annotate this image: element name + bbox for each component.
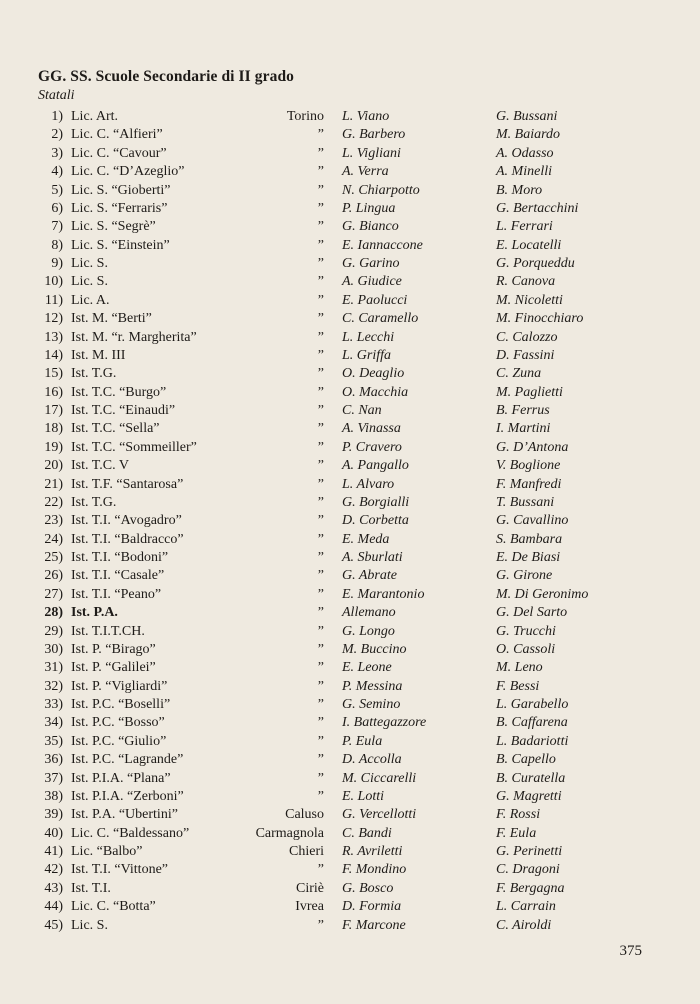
- list-item: [0, 898, 700, 916]
- person-name-first: L. Alvaro: [342, 476, 395, 492]
- school-name: Ist. T.C. “Burgo”: [71, 384, 167, 400]
- city-name: ”: [317, 366, 324, 382]
- school-name: Ist. T.I. “Bodoni”: [71, 550, 169, 565]
- person-name-first: N. Chiarpotto: [342, 182, 420, 198]
- list-item: [0, 182, 700, 200]
- row-number: 32): [44, 678, 63, 694]
- row-number: 44): [44, 899, 63, 915]
- row-number: 36): [44, 752, 63, 768]
- person-name-second: M. Paglietti: [496, 384, 563, 400]
- school-name: Ist. T.C. “Sommeiller”: [71, 439, 197, 455]
- row-number: 10): [44, 274, 63, 290]
- school-name: Ist. P. “Vigliardi”: [71, 678, 168, 694]
- person-name-first: D. Accolla: [342, 752, 402, 768]
- person-name-second: B. Capello: [496, 752, 556, 768]
- school-name: Ist. T.C. “Sella”: [71, 421, 160, 437]
- person-name-first: F. Marcone: [342, 917, 406, 933]
- list-item: [0, 365, 700, 383]
- person-name-first: E. Leone: [342, 660, 392, 676]
- person-name-second: F. Rossi: [496, 807, 541, 823]
- row-number: 23): [44, 513, 63, 529]
- person-name-second: F. Eula: [496, 825, 537, 841]
- school-name: Ist. T.I. “Vittone”: [71, 862, 169, 878]
- person-name-second: G. Del Sarto: [496, 605, 568, 621]
- person-name-second: B. Moro: [496, 182, 543, 198]
- row-number: 41): [44, 844, 63, 859]
- person-name-first: E. Iannaccone: [342, 237, 423, 253]
- row-number: 16): [44, 384, 63, 400]
- list-item: [0, 806, 700, 824]
- list-item: [0, 861, 700, 879]
- list-item: [0, 145, 700, 163]
- person-name-second: M. Nicoletti: [496, 292, 563, 308]
- person-name-second: L. Ferrari: [496, 219, 553, 235]
- city-name: ”: [317, 550, 324, 565]
- person-name-second: B. Curatella: [496, 770, 566, 786]
- list-item: [0, 531, 700, 549]
- list-item: [0, 347, 700, 365]
- city-name: ”: [317, 788, 324, 804]
- row-number: 4): [51, 164, 63, 180]
- person-name-second: V. Boglione: [496, 458, 561, 474]
- row-number: 20): [44, 458, 63, 474]
- person-name-second: G. Perinetti: [496, 844, 563, 859]
- person-name-second: R. Canova: [496, 274, 556, 290]
- school-name: Ist. T.G.: [71, 366, 117, 382]
- school-name: Ist. T.G.: [71, 494, 117, 510]
- page-number: 375: [619, 943, 642, 959]
- list-item: [0, 200, 700, 218]
- school-name: Lic. C. “Baldessano”: [71, 825, 190, 841]
- school-name: Ist. P.I.A. “Plana”: [71, 770, 171, 786]
- school-name: Lic. S.: [71, 256, 108, 271]
- row-number: 15): [44, 366, 63, 382]
- list-item: [0, 641, 700, 659]
- person-name-first: G. Vercellotti: [342, 807, 417, 823]
- person-name-first: E. Marantonio: [342, 586, 425, 602]
- city-name: ”: [317, 200, 324, 216]
- school-name: Lic. “Balbo”: [71, 844, 143, 859]
- city-name: ”: [317, 347, 324, 363]
- list-item: [0, 255, 700, 273]
- school-name: Ist. P.I.A. “Zerboni”: [71, 788, 184, 804]
- person-name-second: G. Bertacchini: [496, 200, 579, 216]
- school-name: Ist. P.C. “Bosso”: [71, 715, 165, 731]
- person-name-first: L. Viano: [342, 109, 390, 124]
- school-name: Lic. S. “Segrè”: [71, 219, 156, 235]
- city-name: ”: [317, 568, 324, 584]
- row-number: 26): [44, 568, 63, 584]
- person-name-first: G. Bosco: [342, 880, 394, 896]
- list-item: [0, 439, 700, 457]
- person-name-first: O. Deaglio: [342, 366, 405, 382]
- person-name-first: A. Giudice: [342, 274, 402, 290]
- list-item: [0, 476, 700, 494]
- list-item: [0, 292, 700, 310]
- list-item: [0, 917, 700, 935]
- city-name: ”: [317, 145, 324, 161]
- row-number: 8): [51, 237, 63, 253]
- person-name-first: P. Lingua: [342, 200, 396, 216]
- city-name: ”: [317, 605, 324, 621]
- row-number: 38): [44, 788, 63, 804]
- person-name-first: G. Bianco: [342, 219, 399, 235]
- person-name-first: M. Buccino: [342, 641, 407, 657]
- school-name: Lic. Art.: [71, 109, 119, 124]
- person-name-second: G. Trucchi: [496, 623, 556, 639]
- person-name-first: L. Lecchi: [342, 329, 395, 345]
- person-name-first: D. Corbetta: [342, 513, 409, 529]
- person-name-first: L. Vigliani: [342, 145, 401, 161]
- school-name: Ist. T.C. V: [71, 458, 129, 474]
- person-name-second: M. Di Geronimo: [496, 586, 589, 602]
- list-item: [0, 880, 700, 898]
- person-name-first: D. Formia: [342, 899, 402, 915]
- school-name: Ist. T.I.: [71, 880, 111, 896]
- person-name-first: A. Verra: [342, 164, 389, 180]
- list-item: [0, 586, 700, 604]
- list-item: [0, 494, 700, 512]
- city-name: ”: [317, 421, 324, 437]
- school-name: Ist. P.C. “Giulio”: [71, 733, 167, 749]
- list-item: [0, 273, 700, 291]
- person-name-first: P. Eula: [342, 733, 383, 749]
- list-item: [0, 384, 700, 402]
- school-name: Ist. T.I.T.CH.: [71, 623, 145, 639]
- list-item: [0, 310, 700, 328]
- person-name-second: M. Leno: [496, 660, 543, 676]
- city-name: ”: [317, 733, 324, 749]
- person-name-second: L. Garabello: [496, 697, 569, 712]
- city-name: ”: [317, 237, 324, 253]
- row-number: 2): [51, 127, 63, 143]
- school-name: Ist. T.I. “Baldracco”: [71, 531, 184, 547]
- person-name-second: C. Zuna: [496, 366, 542, 382]
- list-item: [0, 659, 700, 677]
- school-name: Ist. T.I. “Avogadro”: [71, 513, 182, 529]
- city-name: ”: [317, 182, 324, 198]
- person-name-second: G. Cavallino: [496, 513, 569, 529]
- row-number: 17): [44, 403, 63, 418]
- school-name: Ist. P. “Birago”: [71, 641, 156, 657]
- person-name-second: G. Girone: [496, 568, 553, 584]
- row-number: 31): [44, 660, 63, 676]
- person-name-first: E. Meda: [342, 531, 390, 547]
- row-number: 5): [51, 182, 63, 198]
- row-number: 37): [44, 770, 63, 786]
- row-number: 40): [44, 825, 63, 841]
- row-number: 33): [44, 697, 63, 712]
- list-item: [0, 420, 700, 438]
- person-name-second: L. Carrain: [496, 899, 556, 915]
- list-item: [0, 788, 700, 806]
- list-item: [0, 751, 700, 769]
- list-item: [0, 457, 700, 475]
- person-name-first: A. Sburlati: [342, 550, 403, 565]
- city-name: ”: [317, 274, 324, 290]
- row-number: 3): [51, 145, 63, 161]
- person-name-second: G. Magretti: [496, 788, 562, 804]
- person-name-first: R. Avriletti: [342, 844, 403, 859]
- city-name: ”: [317, 513, 324, 529]
- person-name-first: O. Macchia: [342, 384, 409, 400]
- list-item: [0, 770, 700, 788]
- school-name: Ist. T.I. “Casale”: [71, 568, 165, 584]
- person-name-second: C. Dragoni: [496, 862, 560, 878]
- list-item: [0, 237, 700, 255]
- person-name-second: T. Bussani: [496, 494, 555, 510]
- list-item: [0, 329, 700, 347]
- person-name-second: B. Ferrus: [496, 403, 550, 418]
- city-name: ”: [317, 697, 324, 712]
- person-name-second: A. Minelli: [496, 164, 552, 180]
- person-name-first: G. Abrate: [342, 568, 397, 584]
- city-name: ”: [317, 311, 324, 327]
- city-name: ”: [317, 770, 324, 786]
- row-number: 7): [51, 219, 63, 235]
- section-heading: GG. SS. Scuole Secondarie di II grado: [38, 68, 295, 85]
- city-name: ”: [317, 678, 324, 694]
- list-item: [0, 604, 700, 622]
- school-name: Ist. P.C. “Boselli”: [71, 697, 171, 712]
- person-name-second: A. Odasso: [496, 145, 554, 161]
- row-number: 43): [44, 880, 63, 896]
- person-name-first: G. Semino: [342, 697, 401, 712]
- person-name-second: M. Baiardo: [496, 127, 561, 143]
- list-item: [0, 825, 700, 843]
- person-name-first: L. Griffa: [342, 347, 392, 363]
- person-name-second: G. Bussani: [496, 109, 558, 124]
- row-number: 34): [44, 715, 63, 731]
- row-number: 19): [44, 439, 63, 455]
- person-name-second: O. Cassoli: [496, 641, 556, 657]
- section-subheading: Statali: [38, 88, 75, 103]
- person-name-first: G. Longo: [342, 623, 395, 639]
- list-item: [0, 549, 700, 567]
- person-name-first: C. Bandi: [342, 825, 392, 841]
- city-name: ”: [317, 715, 324, 731]
- row-number: 30): [44, 641, 63, 657]
- city-name: Chieri: [289, 844, 324, 859]
- person-name-second: I. Martini: [496, 421, 551, 437]
- school-name: Lic. S.: [71, 274, 108, 290]
- school-name: Ist. T.C. “Einaudi”: [71, 403, 176, 418]
- list-item: [0, 843, 700, 861]
- list-item: [0, 696, 700, 714]
- person-name-first: P. Cravero: [342, 439, 402, 455]
- city-name: ”: [317, 586, 324, 602]
- person-name-first: Allemano: [342, 605, 396, 621]
- city-name: ”: [317, 641, 324, 657]
- city-name: ”: [317, 660, 324, 676]
- row-number: 24): [44, 531, 63, 547]
- person-name-second: F. Manfredi: [496, 476, 562, 492]
- person-name-first: E. Lotti: [342, 788, 385, 804]
- row-number: 28): [44, 605, 63, 621]
- school-name: Ist. P.C. “Lagrande”: [71, 752, 184, 768]
- person-name-first: M. Ciccarelli: [342, 770, 417, 786]
- city-name: ”: [317, 127, 324, 143]
- list-item: [0, 733, 700, 751]
- row-number: 22): [44, 494, 63, 510]
- row-number: 25): [44, 550, 63, 565]
- person-name-first: E. Paolucci: [342, 292, 408, 308]
- city-name: ”: [317, 752, 324, 768]
- list-item: [0, 678, 700, 696]
- city-name: ”: [317, 256, 324, 271]
- row-number: 21): [44, 476, 63, 492]
- school-name: Lic. S. “Gioberti”: [71, 182, 171, 198]
- person-name-second: G. D’Antona: [496, 439, 569, 455]
- school-name: Ist. P. “Galilei”: [71, 660, 156, 676]
- school-name: Lic. C. “D’Azeglio”: [71, 164, 185, 180]
- person-name-first: A. Vinassa: [342, 421, 401, 437]
- person-name-first: C. Caramello: [342, 311, 419, 327]
- city-name: ”: [317, 917, 324, 933]
- person-name-first: I. Battegazzore: [342, 715, 427, 731]
- person-name-second: E. De Biasi: [496, 550, 561, 565]
- city-name: ”: [317, 458, 324, 474]
- list-item: [0, 126, 700, 144]
- person-name-first: C. Nan: [342, 403, 382, 418]
- city-name: ”: [317, 292, 324, 308]
- person-name-second: C. Airoldi: [496, 917, 552, 933]
- row-number: 27): [44, 586, 63, 602]
- row-number: 9): [51, 256, 63, 271]
- list-item: [0, 512, 700, 530]
- school-name: Lic. C. “Cavour”: [71, 145, 167, 161]
- list-item: [0, 714, 700, 732]
- person-name-second: B. Caffarena: [496, 715, 568, 731]
- city-name: Caluso: [285, 807, 324, 823]
- city-name: ”: [317, 384, 324, 400]
- city-name: Torino: [286, 109, 324, 124]
- city-name: ”: [317, 329, 324, 345]
- person-name-second: C. Calozzo: [496, 329, 558, 345]
- school-name: Ist. M. “Berti”: [71, 311, 152, 327]
- person-name-second: M. Finocchiaro: [496, 311, 584, 327]
- list-item: [0, 218, 700, 236]
- city-name: ”: [317, 164, 324, 180]
- city-name: ”: [317, 531, 324, 547]
- school-name: Ist. M. III: [71, 347, 126, 363]
- city-name: Ciriè: [296, 880, 324, 896]
- row-number: 29): [44, 623, 63, 639]
- school-name: Lic. S.: [71, 917, 108, 933]
- school-name: Lic. C. “Botta”: [71, 899, 156, 915]
- school-name: Ist. P.A. “Ubertini”: [71, 807, 178, 823]
- person-name-first: G. Barbero: [342, 127, 406, 143]
- city-name: ”: [317, 439, 324, 455]
- row-number: 39): [44, 807, 63, 823]
- row-number: 1): [51, 109, 63, 124]
- school-name: Lic. C. “Alfieri”: [71, 127, 163, 143]
- city-name: ”: [317, 403, 324, 418]
- city-name: ”: [317, 862, 324, 878]
- person-name-second: F. Bergagna: [496, 880, 565, 896]
- row-number: 14): [44, 347, 63, 363]
- list-item: [0, 108, 700, 126]
- row-number: 6): [51, 200, 63, 216]
- person-name-second: F. Bessi: [496, 678, 540, 694]
- city-name: Carmagnola: [255, 825, 324, 841]
- row-number: 13): [44, 329, 63, 345]
- person-name-second: E. Locatelli: [496, 237, 562, 253]
- person-name-second: S. Bambara: [496, 531, 563, 547]
- city-name: ”: [317, 219, 324, 235]
- school-list: [0, 108, 700, 935]
- person-name-second: L. Badariotti: [496, 733, 569, 749]
- list-item: [0, 567, 700, 585]
- city-name: ”: [317, 476, 324, 492]
- person-name-first: P. Messina: [342, 678, 403, 694]
- person-name-first: G. Garino: [342, 256, 400, 271]
- city-name: ”: [317, 494, 324, 510]
- person-name-first: F. Mondino: [342, 862, 407, 878]
- row-number: 18): [44, 421, 63, 437]
- row-number: 42): [44, 862, 63, 878]
- list-item: [0, 623, 700, 641]
- person-name-second: D. Fassini: [496, 347, 555, 363]
- row-number: 11): [44, 292, 63, 308]
- school-name: Ist. T.I. “Peano”: [71, 586, 162, 602]
- person-name-first: A. Pangallo: [342, 458, 409, 474]
- row-number: 45): [44, 917, 63, 933]
- school-name: Lic. A.: [71, 292, 110, 308]
- school-name: Ist. P.A.: [71, 605, 118, 621]
- school-name: Ist. M. “r. Margherita”: [71, 329, 197, 345]
- city-name: ”: [317, 623, 324, 639]
- list-item: [0, 402, 700, 420]
- row-number: 12): [44, 311, 63, 327]
- school-name: Ist. T.F. “Santarosa”: [71, 476, 184, 492]
- school-name: Lic. S. “Ferraris”: [71, 200, 168, 216]
- person-name-first: G. Borgialli: [342, 494, 410, 510]
- row-number: 35): [44, 733, 63, 749]
- school-name: Lic. S. “Einstein”: [71, 237, 170, 253]
- person-name-second: G. Porqueddu: [496, 256, 575, 271]
- city-name: Ivrea: [295, 899, 324, 915]
- list-item: [0, 163, 700, 181]
